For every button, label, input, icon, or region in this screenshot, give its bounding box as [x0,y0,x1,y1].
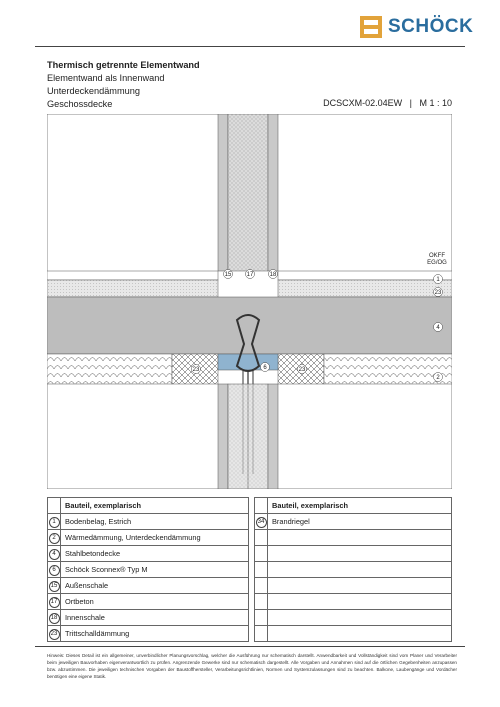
callout-34-right [298,365,307,374]
svg-text:1: 1 [436,277,440,283]
callout-2 [434,373,443,382]
brand-name: SCHÖCK [388,16,474,37]
table-row [255,626,452,642]
concrete-slab [47,297,452,354]
svg-text:23: 23 [192,367,200,373]
drawing-code: DCSCXM-02.04EW | M 1 : 10 [323,98,452,108]
subtitle-1: Elementwand als Innenwand [47,73,165,83]
parts-table-right-wrap [254,497,452,642]
table-header: Bauteil, exemplarisch [48,498,249,514]
lower-wall [218,384,278,489]
schoeck-logo-icon [360,16,382,38]
parts-table-left-wrap [47,497,249,642]
svg-text:2: 2 [436,375,440,381]
callout-4 [434,323,443,332]
svg-text:17: 17 [246,272,254,278]
svg-text:6: 6 [263,365,267,371]
section-drawing [47,114,452,489]
svg-text:18: 18 [269,272,277,278]
table-row: 6 Schöck Sconnex® Typ M [48,562,249,578]
callout-15 [224,270,233,279]
table-row: 2 Wärmedämmung, Unterdeckendämmung [48,530,249,546]
title-block [47,59,200,111]
table-row [255,610,452,626]
footer-divider [35,646,465,647]
svg-text:23: 23 [434,290,442,296]
callout-1 [434,275,443,284]
table-row: 1 Bodenbelag, Estrich [48,514,249,530]
table-row [255,546,452,562]
svg-text:15: 15 [224,272,232,278]
subtitle-3: Geschossdecke [47,99,113,109]
page-title: Thermisch getrennte Elementwand [47,60,200,70]
callout-34-left [192,365,201,374]
table-row: 34 Brandriegel [255,514,452,530]
label-okff: OKFF [429,253,445,259]
svg-text:4: 4 [436,325,440,331]
callout-23-right [434,288,443,297]
subtitle-2: Unterdeckendämmung [47,86,140,96]
table-row [255,562,452,578]
parts-table-right [254,497,452,642]
table-row: 18 Innenschale [48,610,249,626]
table-row: 23 Trittschalldämmung [48,626,249,642]
callout-18 [269,270,278,279]
table-header: Bauteil, exemplarisch [255,498,452,514]
brand-logo [360,16,473,38]
table-row: 17 Ortbeton [48,594,249,610]
table-row [255,530,452,546]
parts-table-left [47,497,249,642]
svg-text:23: 23 [298,367,306,373]
table-row [255,578,452,594]
upper-wall [218,114,278,271]
disclaimer-note: Hinweis: Dieses Detail ist ein allgemeiner, unverbindlicher Planungsvorschlag, welcher die Ausführung nur schematisch darstellt. Anwendbarkeit und Vollständigkeit sind vom Planer und Verarbeiter beim jeweiligen Bauvorhaben eigenverantwortlich zu prüfen. Angrenzende Gewerke sind nur schematisch dargestellt. Alle Vorgaben und Annahmen sind auf die örtlichen Gegebenheiten anzupassen bzw. abzustimmen. Die jeweiligen technischen Vorgaben der Baustoffhersteller, Verarbeitungsrichtlinien, Normen und Systemzulassungen sind zu beachten. Balkone, Laubengänge und Vordächer benötigen eine eigene Statik. [47,653,457,679]
table-row: 4 Stahlbetondecke [48,546,249,562]
label-eg-og: EG/OG [427,260,447,266]
header-divider [35,46,465,47]
callout-17 [246,270,255,279]
table-row [255,594,452,610]
table-row: 15 Außenschale [48,578,249,594]
callout-6 [261,363,270,372]
